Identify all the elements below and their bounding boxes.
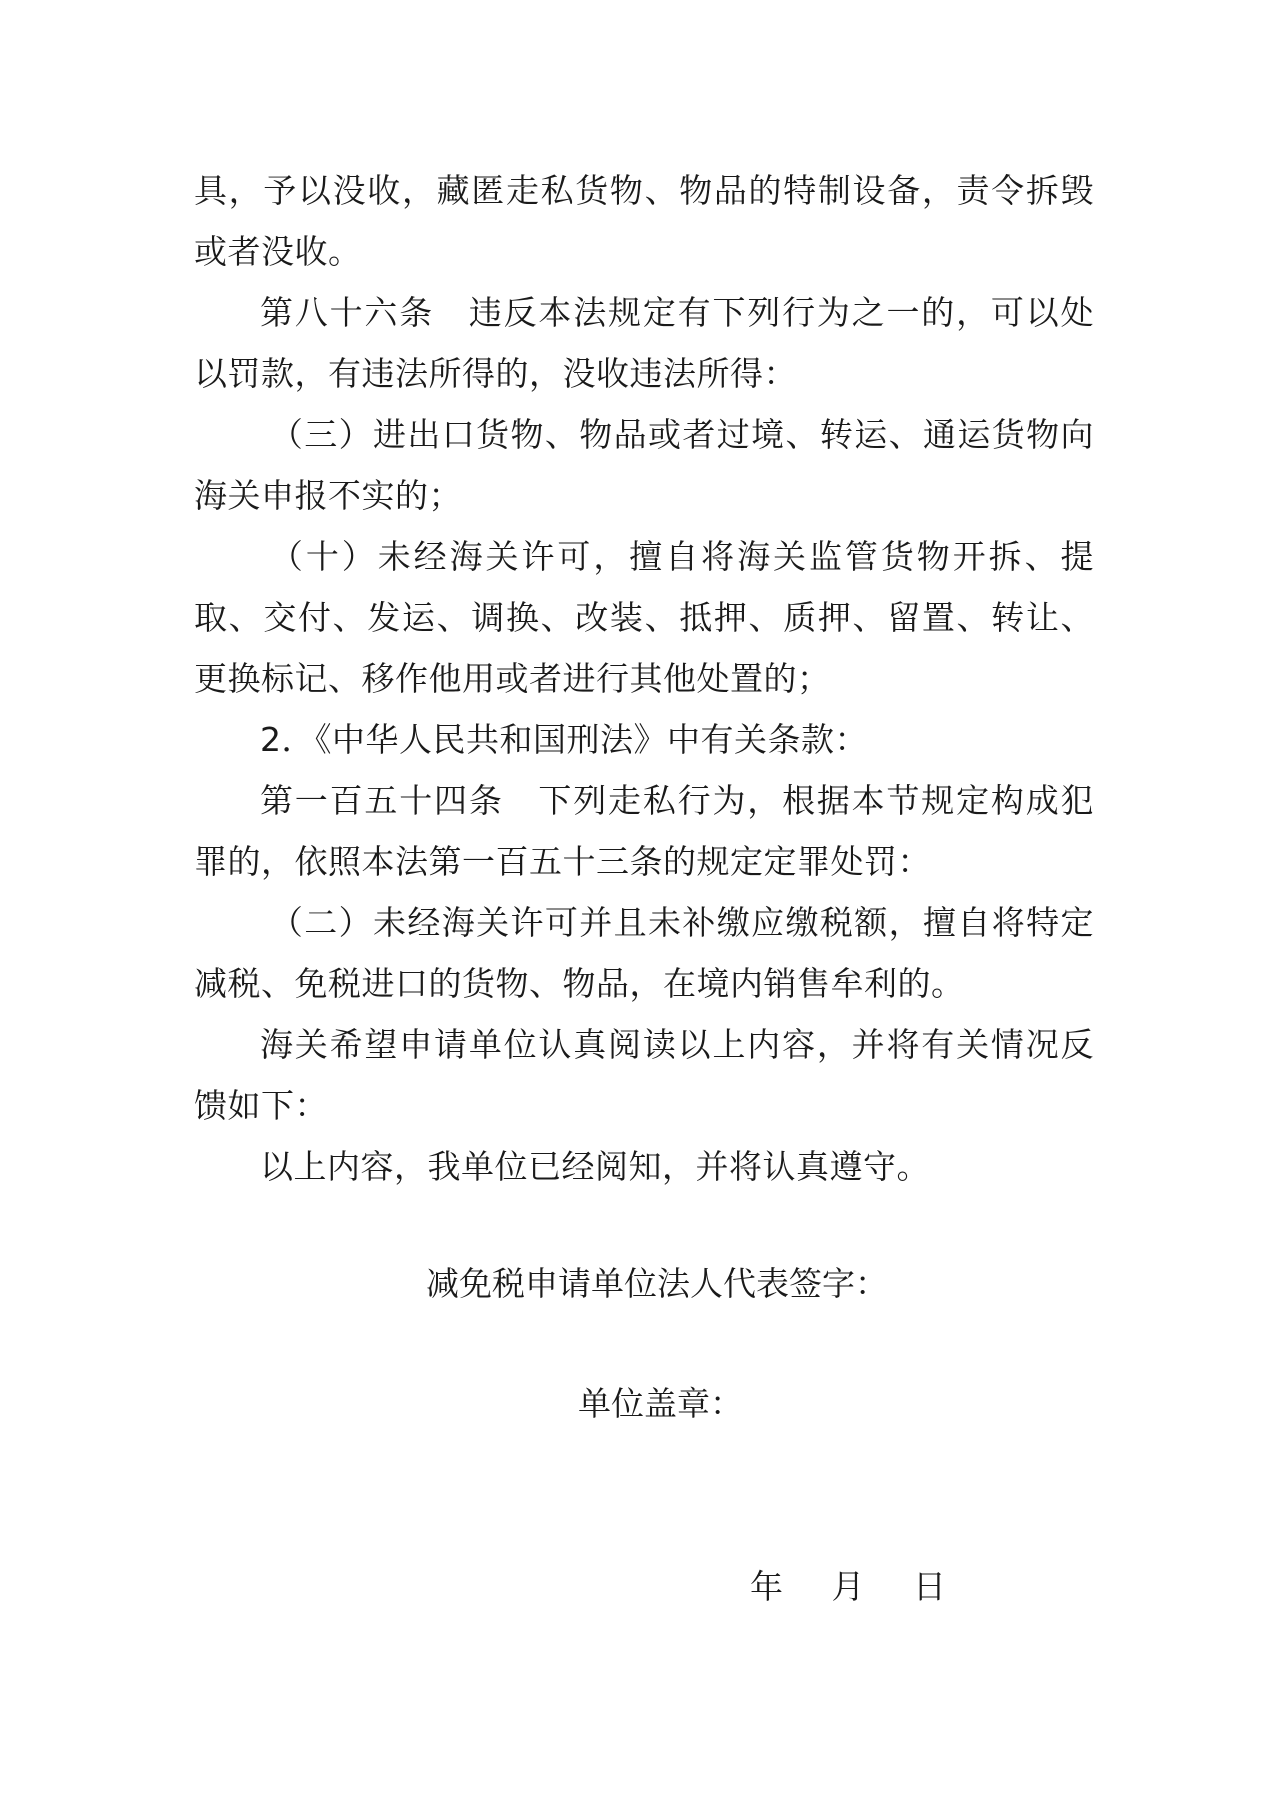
date-day-label: 日 bbox=[913, 1567, 946, 1606]
paragraph-item-2: （二）未经海关许可并且未补缴应缴税额，擅自将特定减税、免税进口的货物、物品，在境内销售牟利的。 bbox=[194, 903, 1094, 1003]
seal-label: 单位盖章： bbox=[578, 1384, 743, 1423]
paragraph-feedback-request: 海关希望申请单位认真阅读以上内容，并将有关情况反馈如下： bbox=[194, 1025, 1094, 1125]
date-month-label: 月 bbox=[831, 1567, 865, 1606]
date-year-label: 年 bbox=[750, 1567, 783, 1606]
representative-signature-label: 减免税申请单位法人代表签字： bbox=[426, 1264, 888, 1303]
paragraph-item-10: （十）未经海关许可，擅自将海关监管货物开拆、提取、交付、发运、调换、改装、抵押、质押、留置、转让、更换标记、移作他用或者进行其他处置的； bbox=[194, 537, 1094, 698]
paragraph-article-86: 第八十六条 违反本法规定有下列行为之一的，可以处以罚款，有违法所得的，没收违法所得： bbox=[194, 293, 1094, 393]
paragraph-item-3: （三）进出口货物、物品或者过境、转运、通运货物向海关申报不实的； bbox=[194, 415, 1094, 515]
paragraph-article-154: 第一百五十四条 下列走私行为，根据本节规定构成犯罪的，依照本法第一百五十三条的规定定罪处罚： bbox=[194, 781, 1094, 881]
paragraph-criminal-law-heading: 2．《中华人民共和国刑法》中有关条款： bbox=[260, 720, 868, 759]
paragraph-acknowledgement: 以上内容，我单位已经阅知，并将认真遵守。 bbox=[260, 1147, 930, 1186]
paragraph-continuation: 具，予以没收，藏匿走私货物、物品的特制设备，责令拆毁或者没收。 bbox=[194, 171, 1094, 271]
document-body bbox=[194, 160, 1094, 1197]
date-line bbox=[750, 1567, 946, 1607]
